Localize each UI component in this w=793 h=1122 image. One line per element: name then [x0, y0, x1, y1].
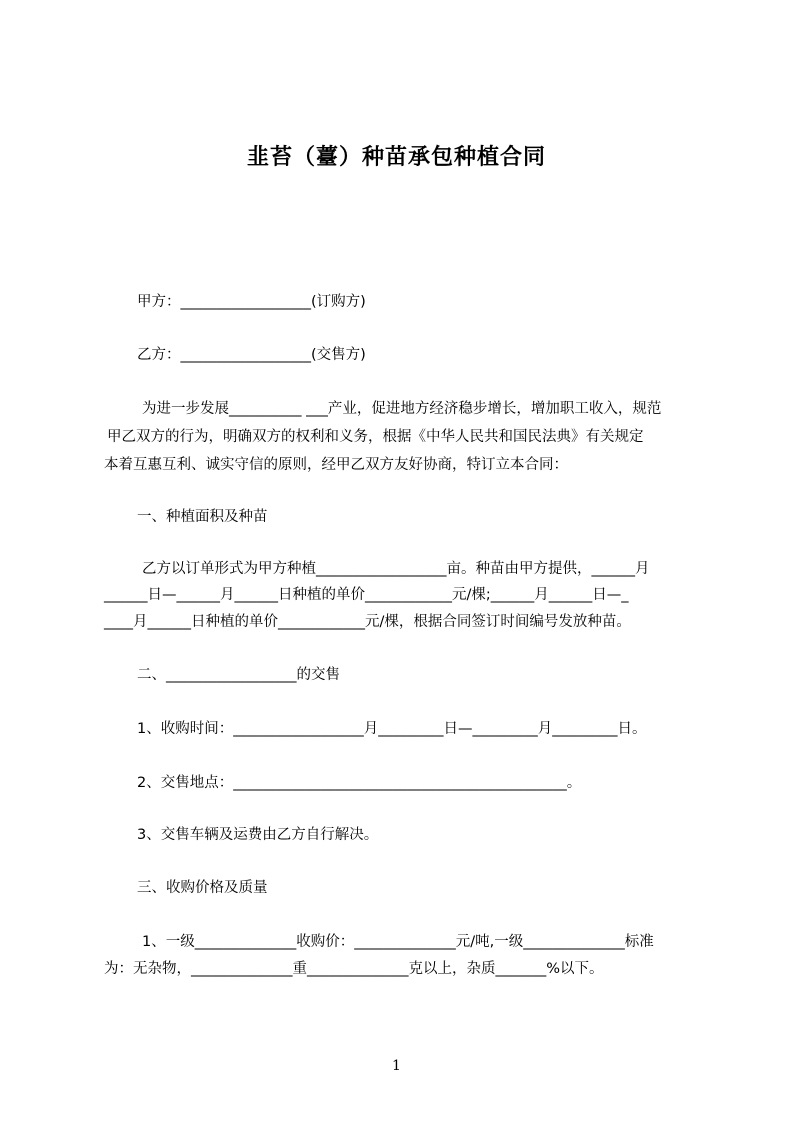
section-1-line-3: ____月______日种植的单价____________元/棵，根据合同签订时间编号发放种苗。 [104, 614, 631, 630]
section-3-item-1-line-2: 为：无杂物，______________重______________克以上，杂质_______%以下。 [104, 961, 604, 977]
preamble-line-3: 本着互惠互利、诚实守信的原则，经甲乙双方友好协商，特订立本合同： [104, 457, 568, 473]
page-number: 1 [392, 1058, 401, 1074]
party-b-line: 乙方：__________________(交售方) [137, 347, 366, 363]
section-3-item-1-line-1: 1、一级______________收购价：______________元/吨,一级______________标准 [142, 934, 654, 950]
section-2-heading: 二、__________________的交售 [137, 667, 340, 683]
preamble-line-2: 甲乙双方的行为，明确双方的权利和义务，根据《中华人民共和国民法典》有关规定 [107, 429, 644, 445]
party-a-line: 甲方：__________________(订购方) [137, 294, 366, 310]
section-1-line-1: 乙方以订单形式为甲方种植__________________亩。种苗由甲方提供，______月 [142, 561, 650, 577]
section-1-heading: 一、种植面积及种苗 [137, 509, 268, 525]
preamble-line-1: 为进一步发展__________ ___产业，促进地方经济稳步增长，增加职工收入，规范 [142, 401, 662, 417]
section-3-heading: 三、收购价格及质量 [137, 880, 268, 896]
section-1-line-2: ______日—______月______日种植的单价____________元/棵;______月______日—_ [104, 587, 629, 603]
section-2-item-2: 2、交售地点：______________________________________________。 [137, 775, 582, 791]
section-2-item-1: 1、收购时间：__________________月_________日—_________月_________日。 [137, 721, 647, 737]
section-2-item-3: 3、交售车辆及运费由乙方自行解决。 [137, 827, 379, 843]
document-title: 韭苔（薹）种苗承包种植合同 [246, 145, 546, 170]
